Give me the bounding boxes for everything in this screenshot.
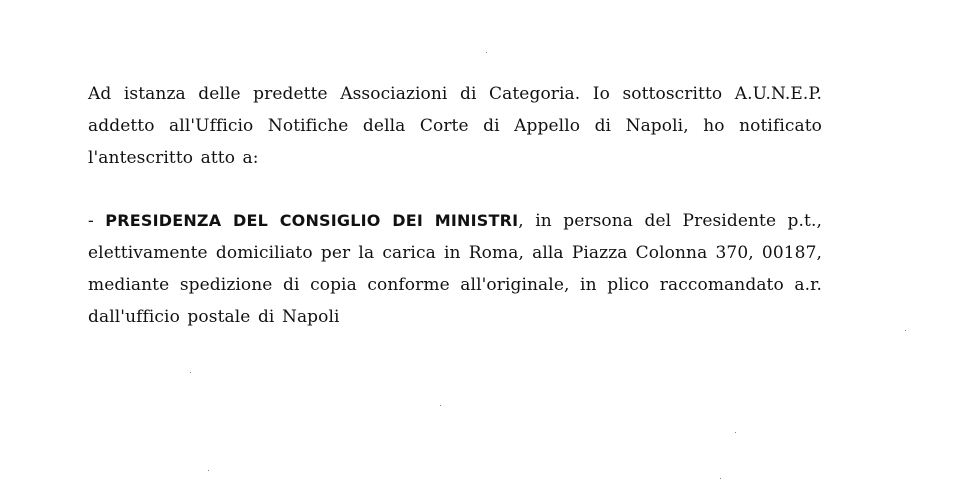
recipient-name: PRESIDENZA DEL CONSIGLIO DEI MINISTRI — [105, 211, 519, 230]
paragraph-line: dall'ufficio postale di Napoli — [88, 307, 340, 327]
scan-speck — [905, 330, 906, 331]
paragraph-line — [88, 205, 822, 237]
scan-speck — [486, 52, 487, 53]
scan-speck — [735, 432, 736, 433]
list-dash: - — [88, 211, 106, 231]
paragraph-line: elettivamente domiciliato per la carica in Roma, alla Piazza Colonna 370, 00187, — [88, 243, 822, 263]
scan-speck — [208, 470, 209, 471]
scan-speck — [190, 372, 191, 373]
recipient-paragraph — [88, 205, 822, 333]
paragraph-line: mediante spedizione di copia conforme all'originale, in plico raccomandato a.r. — [88, 275, 822, 295]
paragraph-line: addetto all'Ufficio Notifiche della Corte di Appello di Napoli, ho notificato — [88, 116, 822, 136]
scan-speck — [720, 478, 721, 479]
notification-paragraph — [88, 78, 822, 174]
paragraph-line: l'antescritto atto a: — [88, 148, 259, 168]
scan-speck — [440, 405, 441, 406]
recipient-details: , in persona del Presidente p.t., — [518, 211, 822, 231]
paragraph-line: Ad istanza delle predette Associazioni di Categoria. Io sottoscritto A.U.N.E.P. — [88, 84, 822, 104]
